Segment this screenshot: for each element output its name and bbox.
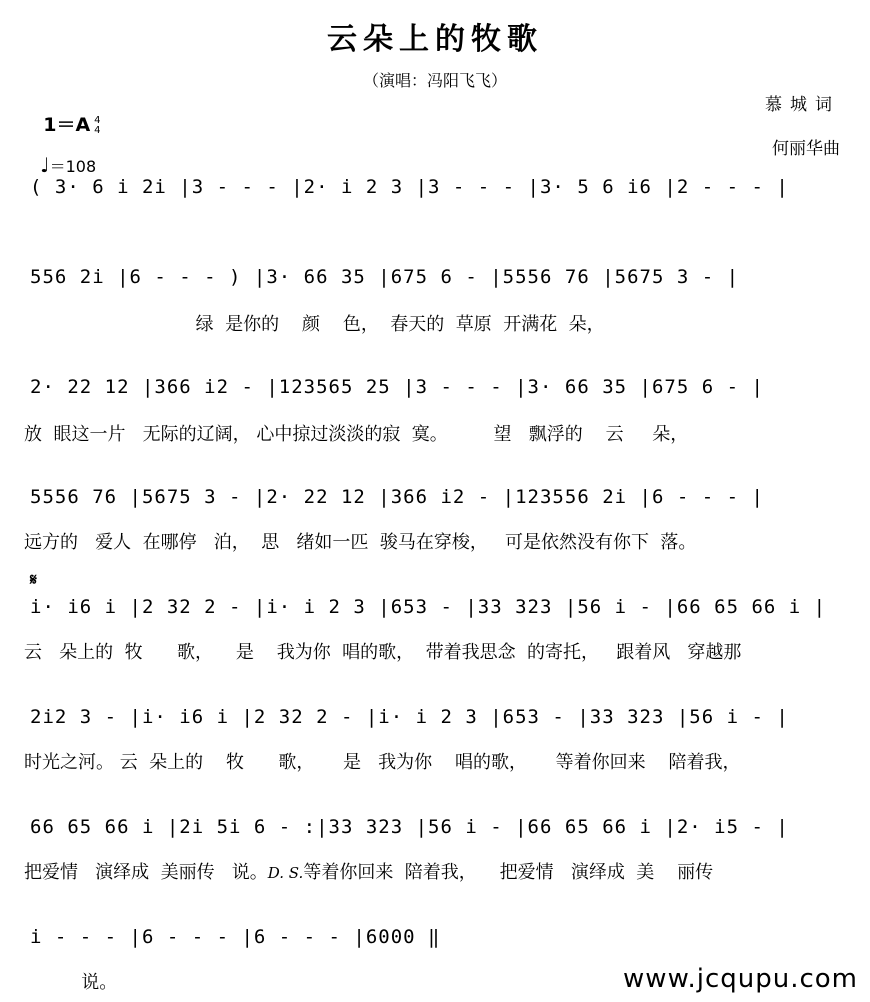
time-denominator: 4 [94,124,101,136]
time-numerator: 4 [94,114,101,126]
lyrics-row-4: 远方的 爱人 在哪停 泊， 思 绪如一匹 骏马在穿梭， 可是依然没有你下 落。 [24,532,697,553]
lyricist-credit: 慕城词 [765,95,840,115]
notation-row-2: 556 2i |6 - - - ) |3· 66 35 |675 6 - |5556 76 |5675 3 - | [30,266,740,288]
lyrics-row-3: 放 眼这一片 无际的辽阔， 心中掠过淡淡的寂 寞。 望 飘浮的 云 朵， [24,424,689,445]
site-watermark: www.jcqupu.com [623,964,858,994]
quarter-note-icon: ♩ [40,153,50,177]
lyrics-row-7 [24,858,713,884]
dal-segno-mark: D. S. [267,864,304,882]
notation-row-7: 66 65 66 i |2i 5i 6 - :|33 323 |56 i - |66 65 66 i |2· i5 - | [30,816,789,838]
lyrics-row-5: 云 朵上的 牧 歌， 是 我为你 唱的歌， 带着我思念 的寄托， 跟着风 穿越那 [24,642,742,663]
lyrics-row-7-head: 把爱情 演绎成 美丽传 说。 [24,862,268,883]
notation-row-6: 2i2 3 - |i· i6 i |2 32 2 - |i· i 2 3 |653 - |33 323 |56 i - | [30,706,789,728]
lyrics-row-7-tail: 等着你回来 陪着我， 把爱情 演绎成 美 丽传 [303,862,714,883]
tempo-value: ＝108 [49,157,97,176]
notation-row-5: i· i6 i |2 32 2 - |i· i 2 3 |653 - |33 323 |56 i - |66 65 66 i | [30,596,827,618]
key-signature [30,88,101,137]
time-signature [94,116,100,136]
segno-icon: 𝄋 [30,570,37,589]
lyrics-row-6: 时光之河。 云 朵上的 牧 歌， 是 我为你 唱的歌， 等着你回来 陪着我， [24,752,741,773]
tempo-marking [30,134,96,177]
notation-row-3: 2· 22 12 |366 i2 - |123565 25 |3 - - - |3· 66 35 |675 6 - | [30,376,764,398]
composer-credit: 何丽华曲 [772,139,840,159]
notation-row-8: i - - - |6 - - - |6 - - - |6000 ‖ [30,926,441,948]
notation-row-4: 5556 76 |5675 3 - |2· 22 12 |366 i2 - |123556 2i |6 - - - | [30,486,764,508]
singer-credit: （演唱：冯阳飞飞） [362,71,507,90]
lyrics-row-8: 说。 [24,972,118,993]
lyrics-row-2: 绿 是你的 颜 色， 春天的 草原 开满花 朵， [24,314,605,335]
key-label: 1＝A [43,114,91,136]
song-title: 云朵上的牧歌 [327,22,543,57]
notation-row-1: ( 3· 6 i 2i |3 - - - |2· i 2 3 |3 - - - |3· 5 6 i6 |2 - - - | [30,176,789,198]
